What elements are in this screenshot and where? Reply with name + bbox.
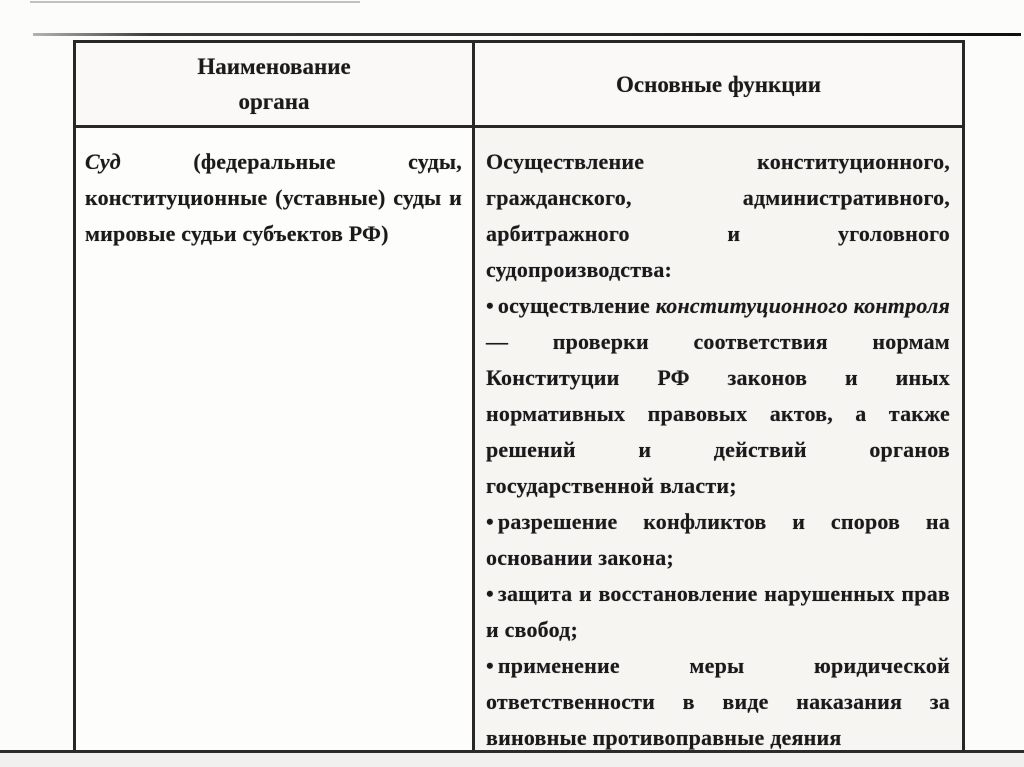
cell-organ-name [76, 128, 475, 753]
organ-name-rest: (федеральные суды, конституционные (уставные) суды и мировые судьи субъектов РФ) [85, 149, 462, 246]
column-header-functions [475, 43, 962, 125]
column-header-organ [76, 43, 475, 125]
function-bullet-rights-protection [486, 576, 950, 648]
bullet-icon: • [486, 581, 494, 606]
functions-intro: Осуществление конституционного, гражданского, административного, арбитражного и уголовного судопроизводства: [486, 149, 950, 282]
table-header-row [76, 43, 962, 128]
page-top-rule [33, 33, 1021, 36]
function-bullet-constitutional-control [486, 288, 950, 504]
scan-artifact-line [30, 1, 360, 3]
bullet-text-italic: конституционного контроля [655, 293, 950, 318]
organ-name-italic: Суд [85, 149, 121, 174]
bullet-text-post: — проверки соответствия нормам Конституции РФ законов и иных нормативных правовых актов, а также решений и действий органов государственной власти; [486, 329, 950, 498]
bullet-icon: • [486, 653, 494, 678]
bullet-icon: • [486, 293, 494, 318]
bullet-text-pre: осуществление [497, 293, 656, 318]
organs-functions-table [73, 40, 965, 753]
column-header-organ-label: Наименование органа [197, 54, 351, 114]
cell-functions [475, 128, 962, 753]
column-header-functions-label: Основные функции [616, 71, 821, 97]
function-bullet-conflict-resolution [486, 504, 950, 576]
bullet-text: защита и восстановление нарушенных прав и свобод; [486, 581, 950, 642]
bullet-text: применение меры юридической ответственности в виде наказания за виновные противоправные деяния [486, 653, 950, 750]
table-body-row [76, 128, 962, 753]
page-bottom-margin [0, 753, 1024, 767]
bullet-icon: • [486, 509, 494, 534]
organ-name-paragraph [85, 144, 462, 252]
bullet-text: разрешение конфликтов и споров на основании закона; [486, 509, 950, 570]
function-bullet-legal-liability [486, 648, 950, 756]
